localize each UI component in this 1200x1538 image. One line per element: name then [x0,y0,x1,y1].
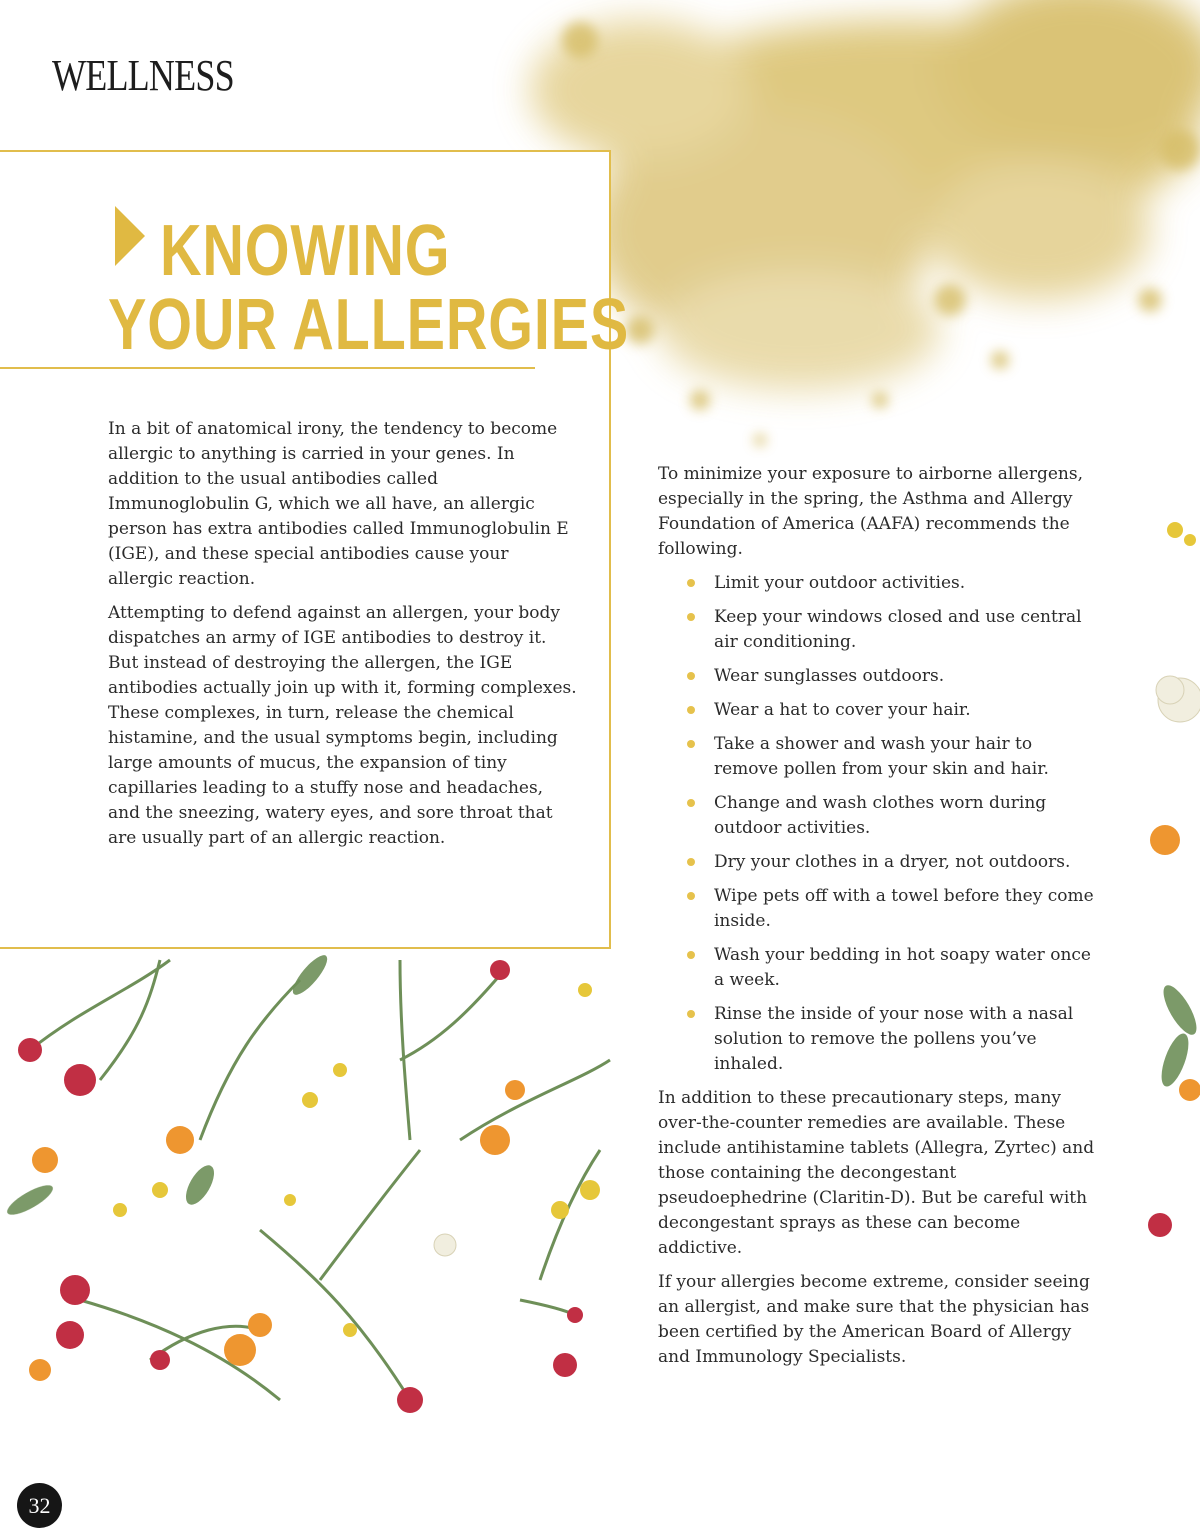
bullet-icon [687,858,695,866]
list-item [658,791,1098,841]
list-item [658,571,1098,596]
list-item-text: Wipe pets off with a towel before they come inside. [714,886,1094,931]
bullet-icon [687,740,695,748]
list-item [658,664,1098,689]
right-column [658,462,1098,1379]
bullet-icon [687,579,695,587]
left-column [108,417,578,860]
list-item [658,1002,1098,1077]
body-paragraph: In a bit of anatomical irony, the tendency to become allergic to anything is carried in your genes. In addition to the usual antibodies called Immunoglobulin G, which we all have, an allergic person has extra antibodies called Immunoglobulin E (IGE), and these special antibodies cause your allergic reaction. [108,419,569,589]
page-number: 32 [17,1483,62,1528]
bullet-icon [687,613,695,621]
list-item [658,605,1098,655]
list-item-text: Wash your bedding in hot soapy water once a week. [714,945,1091,990]
list-item-text: Limit your outdoor activities. [714,573,966,593]
list-item-text: Keep your windows closed and use central air conditioning. [714,607,1082,652]
intro-paragraph: To minimize your exposure to airborne allergens, especially in the spring, the Asthma and Allergy Foundation of America (AAFA) recommends the following. [658,464,1083,559]
body-paragraph: In addition to these precautionary steps, many over-the-counter remedies are available. These include antihistamine tablets (Allegra, Zyrtec) and those containing the decongestant pseudoephedrine (Claritin-D). But be careful with decongestant sprays as these can become addictive. [658,1088,1095,1258]
bullet-icon [687,799,695,807]
list-item [658,732,1098,782]
list-item [658,943,1098,993]
bullet-icon [687,951,695,959]
body-paragraph: Attempting to defend against an allergen, your body dispatches an army of IGE antibodies to destroy it. But instead of destroying the allergen, the IGE antibodies actually join up with it, forming complexes. These complexes, in turn, release the chemical histamine, and the usual symptoms begin, including large amounts of mucus, the expansion of tiny capillaries leading to a stuffy nose and headaches, and the sneezing, watery eyes, and sore throat that are usually part of an allergic reaction. [108,603,577,848]
list-item [658,698,1098,723]
list-item-text: Change and wash clothes worn during outdoor activities. [714,793,1047,838]
title-line-1: KNOWING [160,211,451,291]
bullet-icon [687,706,695,714]
list-item-text: Take a shower and wash your hair to remove pollen from your skin and hair. [714,734,1049,779]
bullet-icon [687,672,695,680]
title-line-2: YOUR ALLERGIES [108,285,630,365]
article-title [108,211,630,365]
section-label: WELLNESS [52,51,234,100]
list-item-text: Dry your clothes in a dryer, not outdoors. [714,852,1071,872]
list-item-text: Wear sunglasses outdoors. [714,666,945,686]
body-paragraph: If your allergies become extreme, consider seeing an allergist, and make sure that the physician has been certified by the American Board of Allergy and Immunology Specialists. [658,1272,1090,1367]
list-item [658,850,1098,875]
list-item-text: Wear a hat to cover your hair. [714,700,971,720]
bullet-icon [687,892,695,900]
list-item-text: Rinse the inside of your nose with a nasal solution to remove the pollens you’ve inhaled. [714,1004,1074,1074]
title-divider [0,367,535,369]
list-item [658,884,1098,934]
bullet-icon [687,1010,695,1018]
tips-list [658,571,1098,1077]
